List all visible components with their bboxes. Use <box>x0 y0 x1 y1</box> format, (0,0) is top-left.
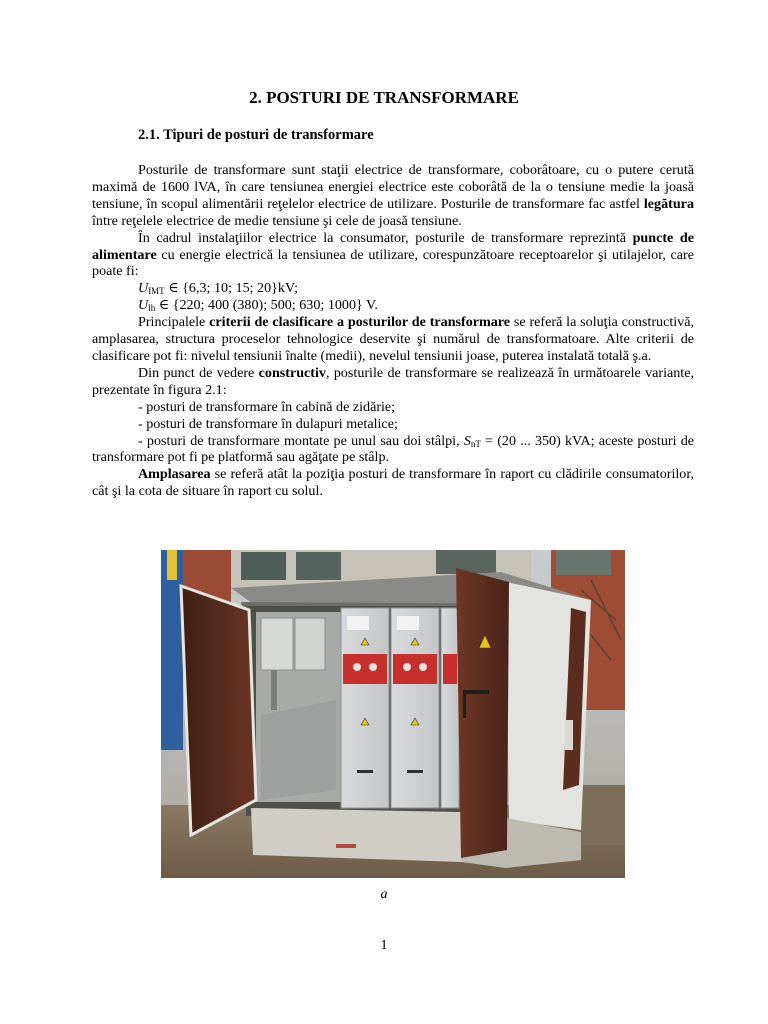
page-number: 1 <box>380 938 388 953</box>
paragraph-1: Posturile de transformare sunt staţii electrice de transformare, coborâtoare, cu o putere cerută maximă de 1600 lVA, în care tensiunea energiei electrice este coborâtă de la o tensiune medie la joasă tensiune, în scopul alimentării reţelelor electrice de utilizare. Posturile de transformare fac astfel legătura între reţelele electrice de medie tensiune şi cele de joasă tensiune. <box>92 162 694 229</box>
list-item-pole: - posturi de transformare montate pe unul sau doi stâlpi, $S_{nT} = (20$ ... 350) kVA; aceste posturi de transformare pot fi pe platformă sau agăţate pe stâlp. <box>92 432 694 466</box>
formula-medium-voltage: $U_{IMT}$ ∈ {6,3; 10; 15; 20}kV; <box>138 280 299 297</box>
bold-term-legatura: legătura <box>643 195 694 212</box>
paragraph-3: Principalele criterii de clasificare a posturilor de transformare se referă la soluţia constructivă, amplasarea, structura proceselor tehnologice deservite şi numărul de transformatoare. Alte criterii de clasificare pot fi: nivelul tensiunii înalte (medii), nevelul tensiunii joase, puterea instalată totală ş.a. <box>92 314 694 364</box>
bold-term-puncte-de-alimentare: puncte de alimentare <box>92 229 694 263</box>
transformer-substation-photo <box>161 550 625 878</box>
figure-caption: a <box>380 887 388 902</box>
body-text <box>92 162 694 500</box>
bold-term-amplasarea: Amplasarea <box>138 466 211 483</box>
paragraph-5: Amplasarea se referă atât la poziţia posturi de transformare în raport cu clădirile consumatorilor, cât şi la cota de situare în raport cu solul. <box>92 466 694 500</box>
section-heading: 2. POSTURI DE TRANSFORMARE <box>249 88 519 107</box>
bold-term-constructiv: constructiv <box>258 364 326 381</box>
bold-term-criterii: criterii de clasificare a posturilor de transformare <box>209 314 511 331</box>
list-item-metal-cabinet: - posturi de transformare în dulapuri metalice; <box>138 415 398 432</box>
paragraph-4: Din punct de vedere constructiv, posturile de transformare se realizează în următoarele variante, prezentate în figura 2.1: <box>92 364 694 398</box>
list-item-cabin: - posturi de transformare în cabină de zidărie; <box>138 398 396 415</box>
paragraph-2: În cadrul instalaţiilor electrice la consumator, posturile de transformare reprezintă puncte de alimentare cu energie electrică la tensiunea de utilizare, corespunzătoare receptoarelor şi utilajelor, care poate fi: <box>92 229 694 280</box>
subsection-heading: 2.1. Tipuri de posturi de transformare <box>138 127 374 143</box>
formula-low-voltage: $U_{lh}$ ∈ {220; 400 (380); 500; 630; 1000} V. <box>138 297 378 314</box>
